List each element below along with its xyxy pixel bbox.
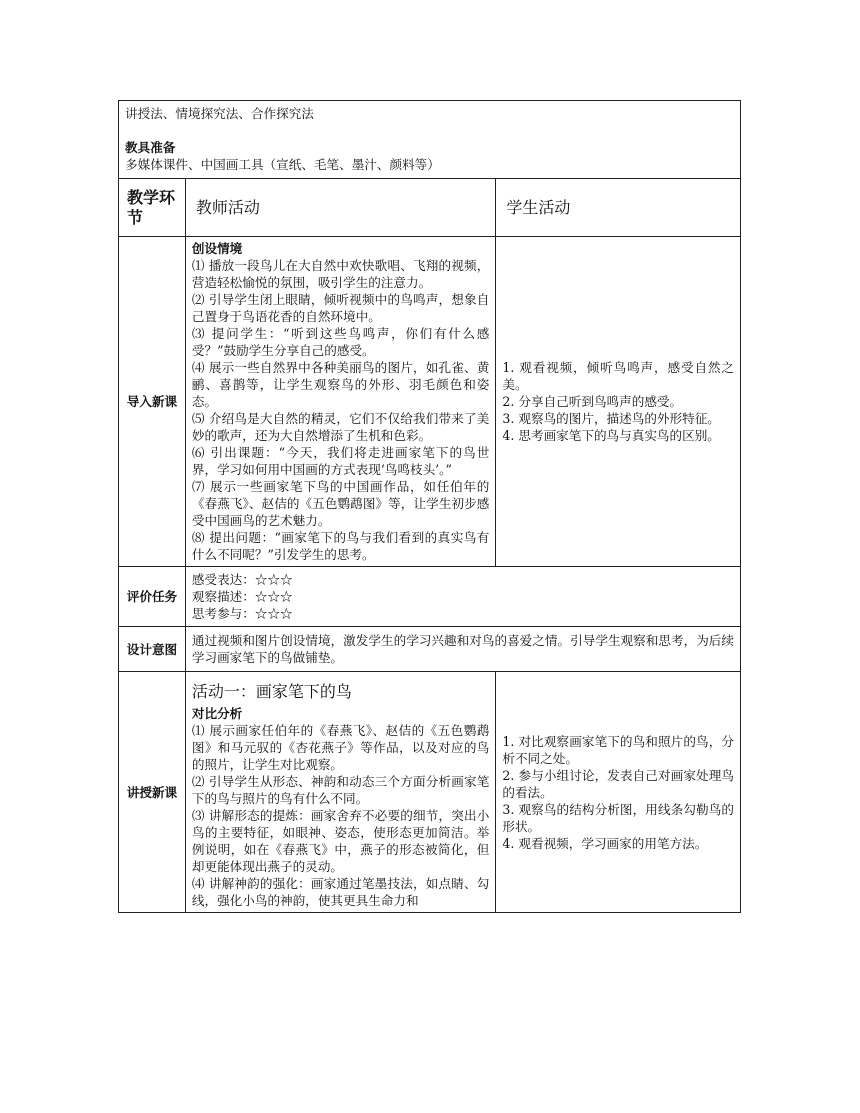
design-text: 通过视频和图片创设情境，激发学生的学习兴趣和对鸟的喜爱之情。引导学生观察和思考，为后续学习画家笔下的鸟做铺垫。	[191, 633, 734, 665]
methods-row	[119, 101, 741, 179]
lecture-student-cell	[496, 672, 741, 913]
lecture-row	[119, 672, 741, 913]
intro-teacher-item: ⑵ 引导学生闭上眼睛，倾听视频中的鸟鸣声，想象自己置身于鸟语花香的自然环境中。	[191, 292, 490, 324]
lecture-student-item: 3. 观察鸟的结构分析图，用线条勾勒鸟的形状。	[502, 801, 734, 834]
intro-student-item: 2. 分享自己听到鸟鸣声的感受。	[502, 394, 683, 409]
evaluation-stage: 评价任务	[119, 567, 186, 627]
tools-text: 多媒体课件、中国画工具（宣纸、毛笔、墨汁、颜料等）	[125, 157, 440, 172]
header-stage: 教学环节	[119, 179, 186, 237]
header-row	[119, 179, 741, 237]
evaluation-item: 观察描述：☆☆☆	[191, 589, 293, 604]
lecture-student-item: 1. 对比观察画家笔下的鸟和照片的鸟，分析不同之处。	[502, 733, 734, 766]
evaluation-cell	[185, 567, 740, 627]
activity-title: 活动一：画家笔下的鸟	[191, 682, 352, 701]
intro-student-item: 3. 观察鸟的图片，描述鸟的外形特征。	[502, 411, 720, 426]
header-teacher: 教师活动	[185, 179, 495, 237]
lecture-student-item: 2. 参与小组讨论，发表自己对画家处理鸟的看法。	[502, 767, 734, 800]
lecture-student-item: 4. 观看视频，学习画家的用笔方法。	[502, 835, 708, 851]
intro-student-item: 4. 思考画家笔下的鸟与真实鸟的区别。	[502, 428, 720, 443]
lecture-teacher-item: ⑷ 讲解神韵的强化：画家通过笔墨技法，如点睛、勾线，强化小鸟的神韵，使其更具生命力和	[191, 876, 490, 908]
intro-teacher-item: ⑸ 介绍鸟是大自然的精灵，它们不仅给我们带来了美妙的歌声，还为大自然增添了生机和色彩。	[191, 411, 490, 443]
methods-cell	[119, 101, 741, 179]
intro-teacher-item: ⑶ 提问学生：“听到这些鸟鸣声，你们有什么感受？”鼓励学生分享自己的感受。	[191, 326, 490, 358]
intro-teacher-item: ⑷ 展示一些自然界中各种美丽鸟的图片，如孔雀、黄鹂、喜鹊等，让学生观察鸟的外形、羽毛颜色和姿态。	[191, 360, 490, 409]
intro-row	[119, 237, 741, 567]
lecture-teacher-item: ⑴ 展示画家任伯年的《春燕飞》、赵佶的《五色鹦鹉图》和马元驭的《杏花燕子》等作品，以及对应的鸟的照片，让学生对比观察。	[191, 723, 490, 772]
lecture-stage: 讲授新课	[119, 672, 186, 913]
evaluation-item: 思考参与：☆☆☆	[191, 606, 293, 621]
lecture-teacher-cell	[185, 672, 495, 913]
intro-student-item: 1. 观看视频，倾听鸟鸣声，感受自然之美。	[502, 360, 734, 392]
intro-teacher-cell	[185, 237, 495, 567]
design-cell	[185, 627, 740, 672]
lesson-plan-table	[118, 100, 741, 913]
evaluation-row	[119, 567, 741, 627]
intro-stage: 导入新课	[119, 237, 186, 567]
evaluation-item: 感受表达：☆☆☆	[191, 572, 293, 587]
tools-heading: 教具准备	[125, 140, 176, 155]
intro-teacher-item: ⑹ 引出课题：“今天，我们将走进画家笔下的鸟世界，学习如何用中国画的方式表现‘鸟鸣枝头’。”	[191, 445, 490, 477]
design-row	[119, 627, 741, 672]
lecture-heading: 对比分析	[191, 706, 243, 721]
intro-student-cell	[496, 237, 741, 567]
intro-heading: 创设情境	[191, 241, 243, 256]
intro-teacher-item: ⑺ 展示一些画家笔下鸟的中国画作品，如任伯年的《春燕飞》、赵佶的《五色鹦鹉图》等，让学生初步感受中国画鸟的艺术魅力。	[191, 479, 490, 528]
intro-teacher-item: ⑴ 播放一段鸟儿在大自然中欢快歌唱、飞翔的视频，营造轻松愉悦的氛围，吸引学生的注意力。	[191, 258, 490, 290]
lecture-teacher-item: ⑵ 引导学生从形态、神韵和动态三个方面分析画家笔下的鸟与照片的鸟有什么不同。	[191, 774, 490, 806]
design-stage: 设计意图	[119, 627, 186, 672]
teaching-methods: 讲授法、情境探究法、合作探究法	[125, 106, 314, 121]
header-student: 学生活动	[496, 179, 741, 237]
intro-teacher-item: ⑻ 提出问题：“画家笔下的鸟与我们看到的真实鸟有什么不同呢？”引发学生的思考。	[191, 530, 490, 562]
lecture-teacher-item: ⑶ 讲解形态的提炼：画家舍弃不必要的细节，突出小鸟的主要特征，如眼神、姿态，使形态更加简洁。举例说明，如在《春燕飞》中，燕子的形态被简化，但却更能体现出燕子的灵动。	[191, 808, 490, 874]
